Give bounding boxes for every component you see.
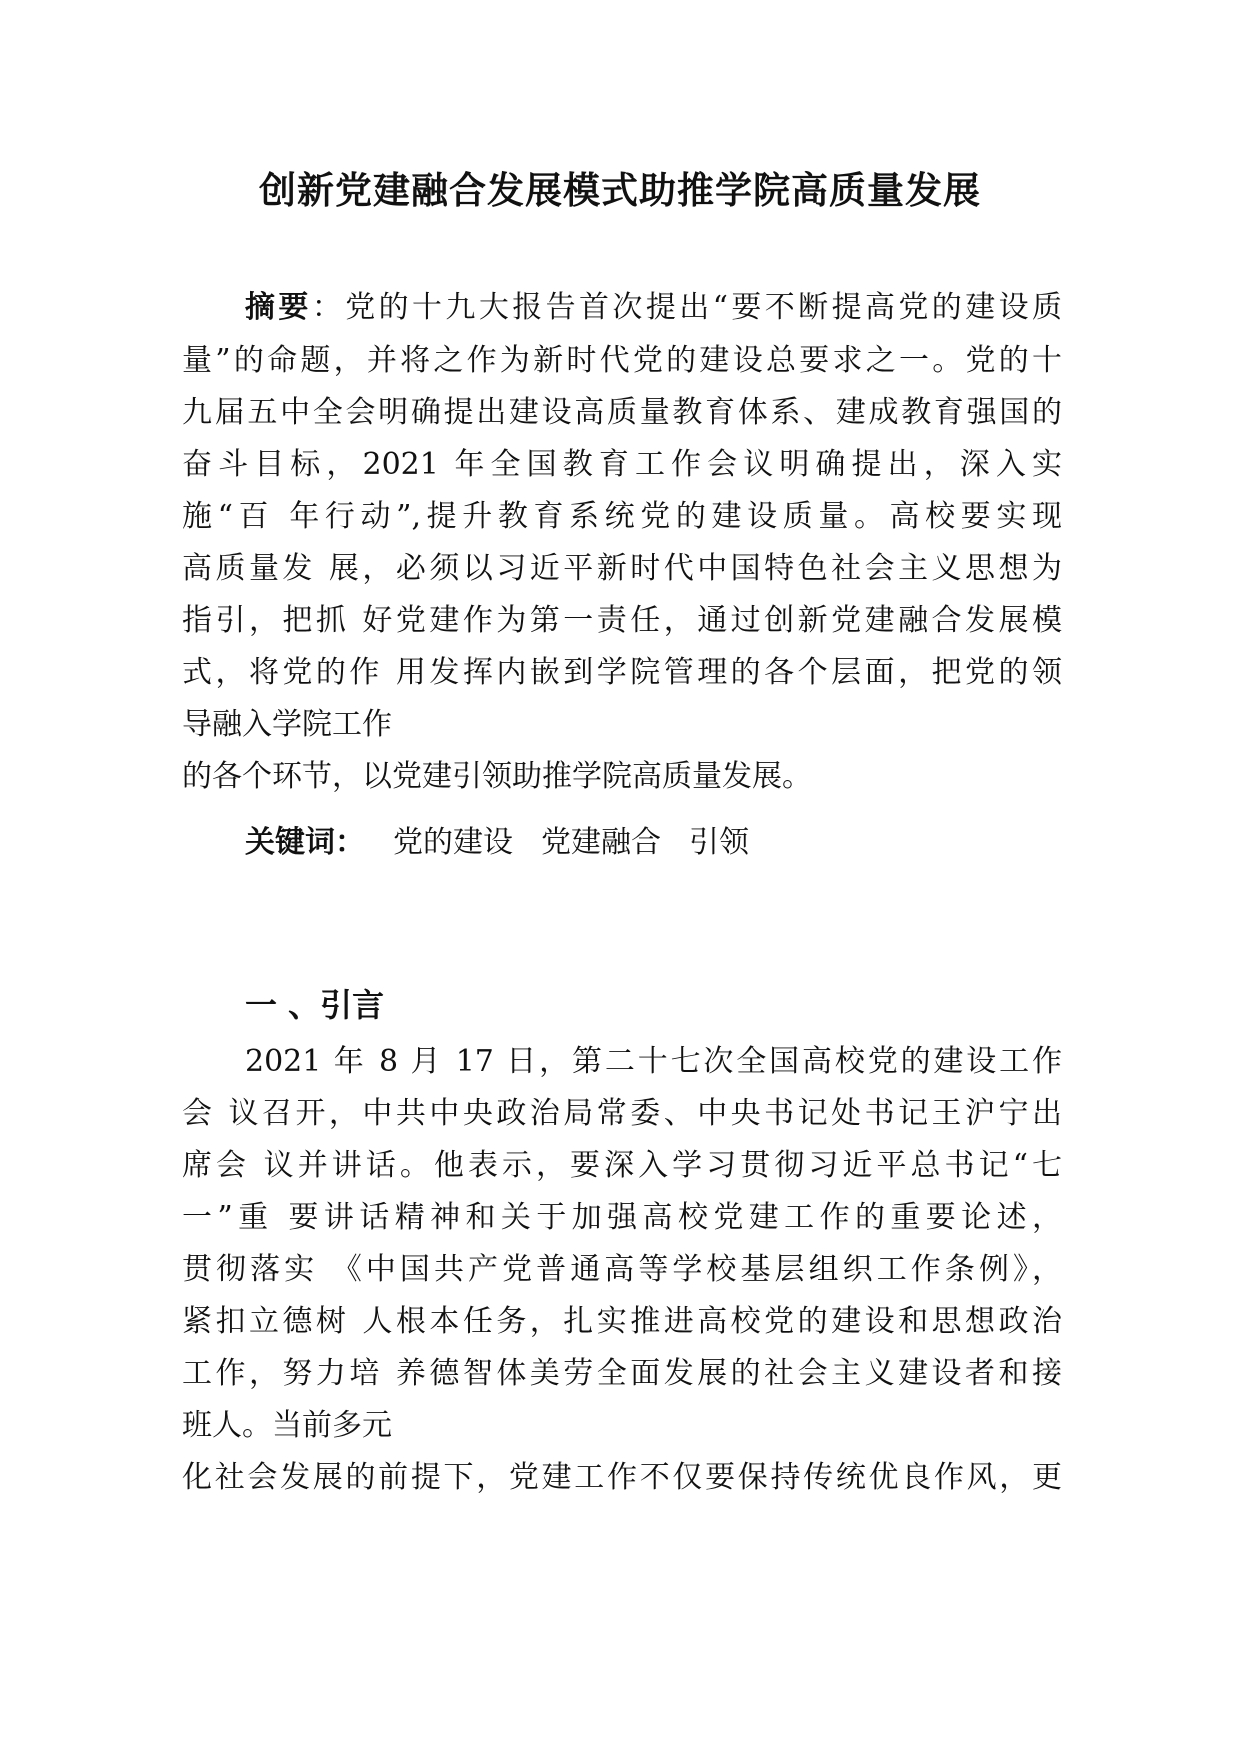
- body-line: 班人。当前多元: [182, 1408, 392, 1443]
- keywords-line: [245, 823, 1125, 863]
- body-line: 席会 议并讲话。他表示，要深入学习贯彻习近平总书记“七: [182, 1148, 1062, 1183]
- body-line: 贯彻落实 《中国共产党普通高等学校基层组织工作条例》，: [182, 1252, 1062, 1287]
- body-line: 一”重 要讲话精神和关于加强高校党建工作的重要论述，: [182, 1200, 1062, 1235]
- keyword: 引领: [689, 825, 749, 860]
- abstract-line: 式，将党的作 用发挥内嵌到学院管理的各个层面，把党的领: [182, 655, 1062, 690]
- body-line: 紧扣立德树 人根本任务，扎实推进高校党的建设和思想政治: [182, 1304, 1062, 1339]
- abstract-line: [245, 288, 1062, 328]
- abstract-line: 九届五中全会明确提出建设高质量教育体系、建成教育强国的: [182, 395, 1062, 430]
- abstract-line: 施“百 年行动”,提升教育系统党的建设质量。高校要实现: [182, 499, 1062, 534]
- abstract-label: 摘要: [245, 290, 312, 325]
- body-line: 会 议召开，中共中央政治局常委、中央书记处书记王沪宁出: [182, 1096, 1062, 1131]
- body-line: 工作，努力培 养德智体美劳全面发展的社会主义建设者和接: [182, 1356, 1062, 1391]
- abstract-line: 奋斗目标，2021 年全国教育工作会议明确提出，深入实: [182, 447, 1062, 482]
- keywords-label: 关键词：: [245, 825, 365, 860]
- abstract-line: 指引，把抓 好党建作为第一责任，通过创新党建融合发展模: [182, 603, 1062, 638]
- abstract-line: 导融入学院工作: [182, 707, 392, 742]
- body-line: 化社会发展的前提下，党建工作不仅要保持传统优良作风，更: [182, 1460, 1062, 1495]
- abstract-text: ：党的十九大报告首次提出“要不断提高党的建设质: [311, 290, 1063, 325]
- keyword: 党建融合: [541, 825, 661, 860]
- abstract-line: 量”的命题，并将之作为新时代党的建设总要求之一。党的十: [182, 343, 1062, 378]
- abstract-line: 高质量发 展，必须以习近平新时代中国特色社会主义思想为: [182, 551, 1062, 586]
- document-title: 创新党建融合发展模式助推学院高质量发展: [259, 169, 981, 212]
- keyword: 党的建设: [393, 825, 513, 860]
- abstract-line: 的各个环节，以党建引领助推学院高质量发展。: [182, 759, 812, 794]
- section-heading: 一 、引言: [245, 986, 385, 1024]
- body-line: 2021 年 8 月 17 日，第二十七次全国高校党的建设工作: [245, 1044, 1062, 1079]
